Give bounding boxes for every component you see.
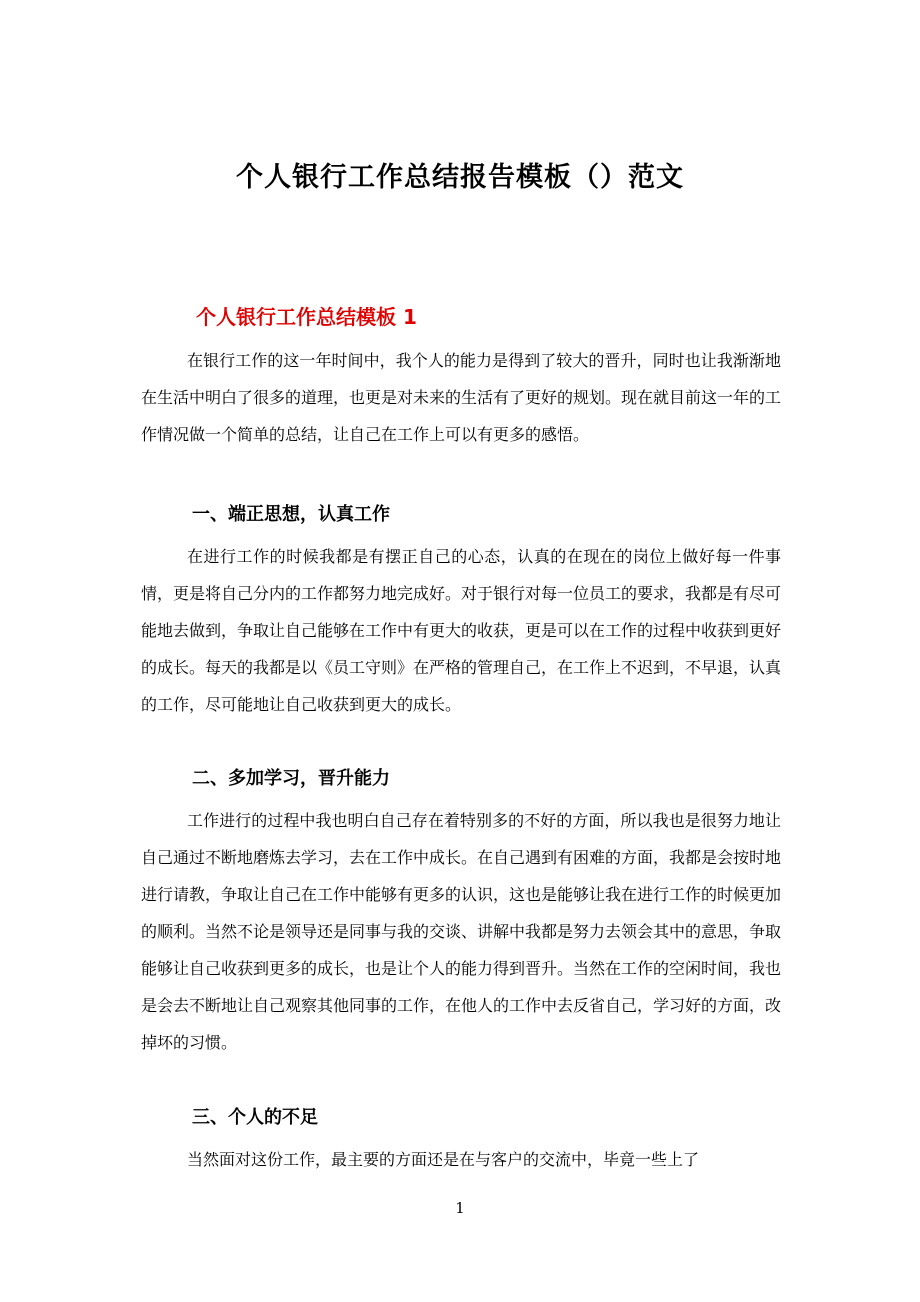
- intro-paragraph: 在银行工作的这一年时间中，我个人的能力是得到了较大的晋升，同时也让我渐渐地在生活中明白了很多的道理，也更是对未来的生活有了更好的规划。现在就目前这一年的工作情况做一个简单的总结，让自己在工作上可以有更多的感悟。: [141, 351, 782, 444]
- section-title: 个人银行工作总结模板 1: [196, 305, 417, 329]
- document-title: 个人银行工作总结报告模板（）范文: [236, 162, 684, 193]
- heading-1: 一、端正思想，认真工作: [192, 504, 390, 525]
- paragraph-2: 工作进行的过程中我也明白自己存在着特别多的不好的方面，所以我也是很努力地让自己通过不断地磨炼去学习，去在工作中成长。在自己遇到有困难的方面，我都是会按时地进行请教，争取让自己在工作中能够有更多的认识，这也是能够让我在进行工作的时候更加的顺利。当然不论是领导还是同事与我的交谈、讲解中我都是努力去领会其中的意思，争取能够让自己收获到更多的成长，也是让个人的能力得到晋升。当然在工作的空闲时间，我也是会去不断地让自己观察其他同事的工作，在他人的工作中去反省自己，学习好的方面，改掉坏的习惯。: [141, 811, 782, 1052]
- paragraph-3: 当然面对这份工作，最主要的方面还是在与客户的交流中，毕竟一些上了: [187, 1150, 700, 1169]
- page-number: 1: [455, 1199, 465, 1217]
- heading-2: 二、多加学习，晋升能力: [192, 768, 390, 789]
- heading-3: 三、个人的不足: [192, 1107, 318, 1128]
- paragraph-1: 在进行工作的时候我都是有摆正自己的心态，认真的在现在的岗位上做好每一件事情，更是将自己分内的工作都努力地完成好。对于银行对每一位员工的要求，我都是有尽可能地去做到，争取让自己能够在工作中有更大的收获，更是可以在工作的过程中收获到更好的成长。每天的我都是以《员工守则》在严格的管理自己，在工作上不迟到，不早退，认真的工作，尽可能地让自己收获到更大的成长。: [141, 547, 782, 714]
